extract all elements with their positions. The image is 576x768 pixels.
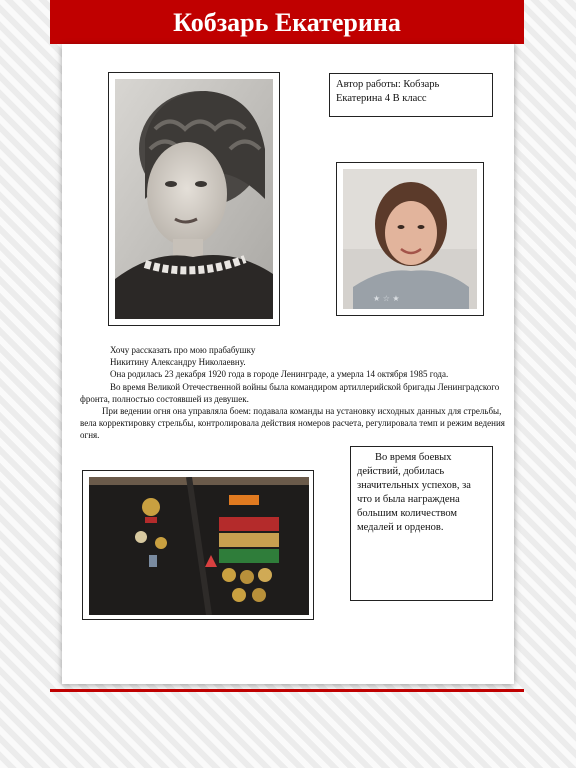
svg-text:★ ☆ ★: ★ ☆ ★	[373, 294, 400, 303]
author-box	[329, 73, 493, 117]
bottom-divider	[50, 689, 524, 692]
story-line-3: Она родилась 23 декабря 1920 года в городе Ленинграде, а умерла 14 октября 1985 года.	[110, 369, 449, 380]
story-line-2: Никитину Александру Николаевну.	[110, 357, 246, 368]
story-line-4: Во время Великой Отечественной войны была командиром артиллерийской бригады Ленинградского фронта, полностью состоявшей из девушек.	[80, 381, 500, 404]
page-title: Кобзарь Екатерина	[50, 0, 524, 44]
author-image	[343, 169, 477, 309]
medals-caption-box	[350, 446, 493, 601]
story-text	[80, 344, 514, 442]
portrait-image	[115, 79, 273, 319]
medals-caption-text: Во время боевых действий, добилась значительных успехов, за что и была награждена большим количеством медалей и орденов.	[357, 452, 471, 533]
medals-image	[89, 477, 309, 615]
author-photo	[336, 162, 484, 316]
author-text: Автор работы: Кобзарь Екатерина 4 В класс	[336, 79, 440, 104]
medals-photo	[82, 470, 314, 620]
great-grandmother-photo	[108, 72, 280, 326]
story-line-5: При ведении огня она управляла боем: подавала команды на установку исходных данных для стрельбы, вела корректировку стрельбы, контролировала действия номеров расчета, регулировала темп и режим ведения огня.	[80, 406, 505, 441]
story-line-1: Хочу рассказать про мою прабабушку	[110, 345, 256, 355]
